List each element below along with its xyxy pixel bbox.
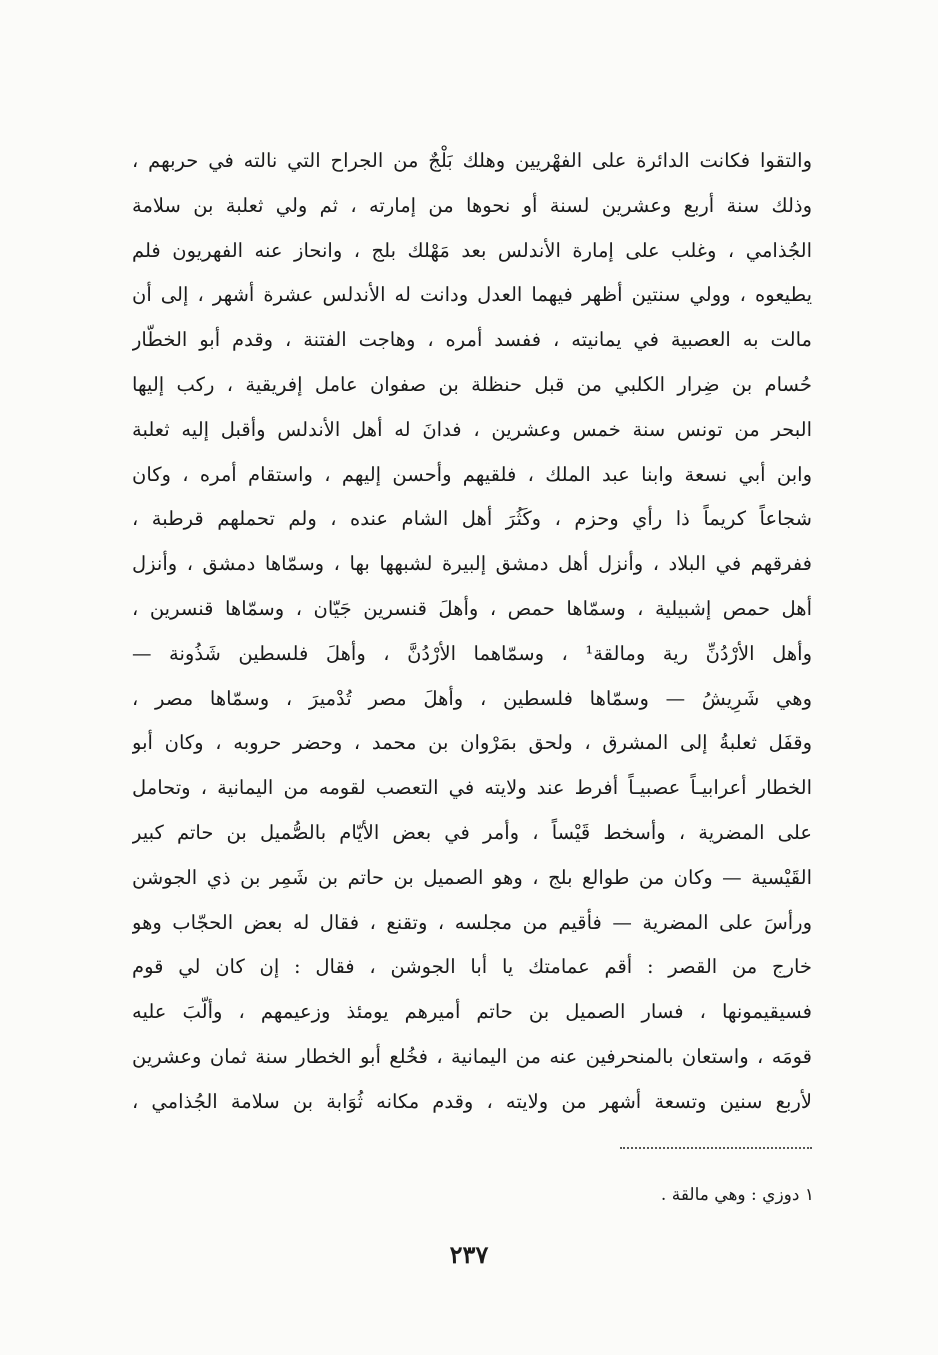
text-line: البحر من تونس سنة خمس وعشرين ، فدانَ له أهل الأندلس وأقبل إليه ثعلبة (132, 417, 812, 441)
text-line: خارج من القصر : أقم عمامتك يا أبا الجوشن ، فقال : إن كان لي قوم (132, 955, 812, 979)
text-line: قومَه ، واستعان بالمنحرفين عنه من اليمانية ، فخُلع أبو الخطار سنة ثمان وعشرين (132, 1044, 812, 1068)
text-line: وقفَل ثعلبةُ إلى المشرق ، ولحق بمَرْوان بن محمد ، وحضر حروبه ، وكان أبو (132, 731, 812, 755)
text-line: وذلك سنة أربع وعشرين لسنة أو نحوها من إمارته ، ثم ولي ثعلبة بن سلامة (132, 193, 812, 217)
text-line: وهي شَرِيشُ — وسمّاها فلسطين ، وأهلَ مصر تُدْميرَ ، وسمّاها مصر ، (132, 686, 812, 710)
text-line: لأربع سنين وتسعة أشهر من ولايته ، وقدم مكانه ثُوَابة بن سلامة الجُذامي ، (132, 1089, 812, 1113)
footnote-separator (620, 1147, 812, 1149)
text-line: القَيْسية — وكان من طوالع بلج ، وهو الصميل بن حاتم بن شَمِر بن ذي الجوشن (132, 865, 812, 889)
footnote: ١ دوزي : وهي مالقة . (660, 1185, 814, 1205)
text-line: على المضرية ، وأسخط قَيْساً ، وأمر في بعض الأيّام بالصُّميل بن حاتم كبير (132, 820, 812, 844)
text-line: شجاعاً كريماً ذا رأي وحزم ، وكَثُرَ أهل الشام عنده ، ولم تحملهم قرطبة ، (132, 507, 812, 531)
text-line: ورأسَ على المضرية — فأقيم من مجلسه ، وتقنع ، فقال له بعض الحجّاب وهو (132, 910, 812, 934)
text-line: أهل حمص إشبيلية ، وسمّاها حمص ، وأهلَ قنسرين جَيّان ، وسمّاها قنسرين ، (132, 596, 812, 620)
text-line: وابن أبي نسعة وابنا عبد الملك ، فلقيهم وأحسن إليهم ، واستقام أمره ، وكان (132, 462, 812, 486)
text-line: مالت به العصبية في يمانيته ، ففسد أمره ، وهاجت الفتنة ، وقدم أبو الخطّار (132, 328, 812, 352)
text-line: حُسام بن ضِرار الكلبي من قبل حنظلة بن صفوان عامل إفريقية ، ركب إليها (132, 372, 812, 396)
text-line: الخطار أعرابيـاً عصبيـاً أفرط عند ولايته في التعصب لقومه من اليمانية ، وتحامل (132, 776, 812, 800)
body-text (132, 139, 812, 1125)
text-line: وأهل الأرْدُنِّ رية ومالقة¹ ، وسمّاهما الأرْدُنَّ ، وأهلَ فلسطين شَذُونة — (132, 641, 812, 665)
text-line: الجُذامي ، وغلب على إمارة الأندلس بعد مَهْلك بلج ، وانحاز عنه الفهريون فلم (132, 238, 812, 262)
text-line: والتقوا فكانت الدائرة على الفهْريين وهلك بَلْجٌ من الجراح التي نالته في حربهم ، (132, 149, 812, 172)
page-number: ٢٣٧ (449, 1240, 489, 1269)
text-line: يطيعوه ، وولي سنتين أظهر فيهما العدل ودانت له الأندلس عشرة أشهر ، إلى أن (132, 283, 812, 307)
text-line: ففرقهم في البلاد ، وأنزل أهل دمشق إلبيرة لشبهها بها ، وسمّاها دمشق ، وأنزل (132, 552, 812, 576)
text-line: فسيقيمونها ، فسار الصميل بن حاتم أميرهم يومئذ وزعيمهم ، وألّبَ عليه (132, 1000, 812, 1024)
